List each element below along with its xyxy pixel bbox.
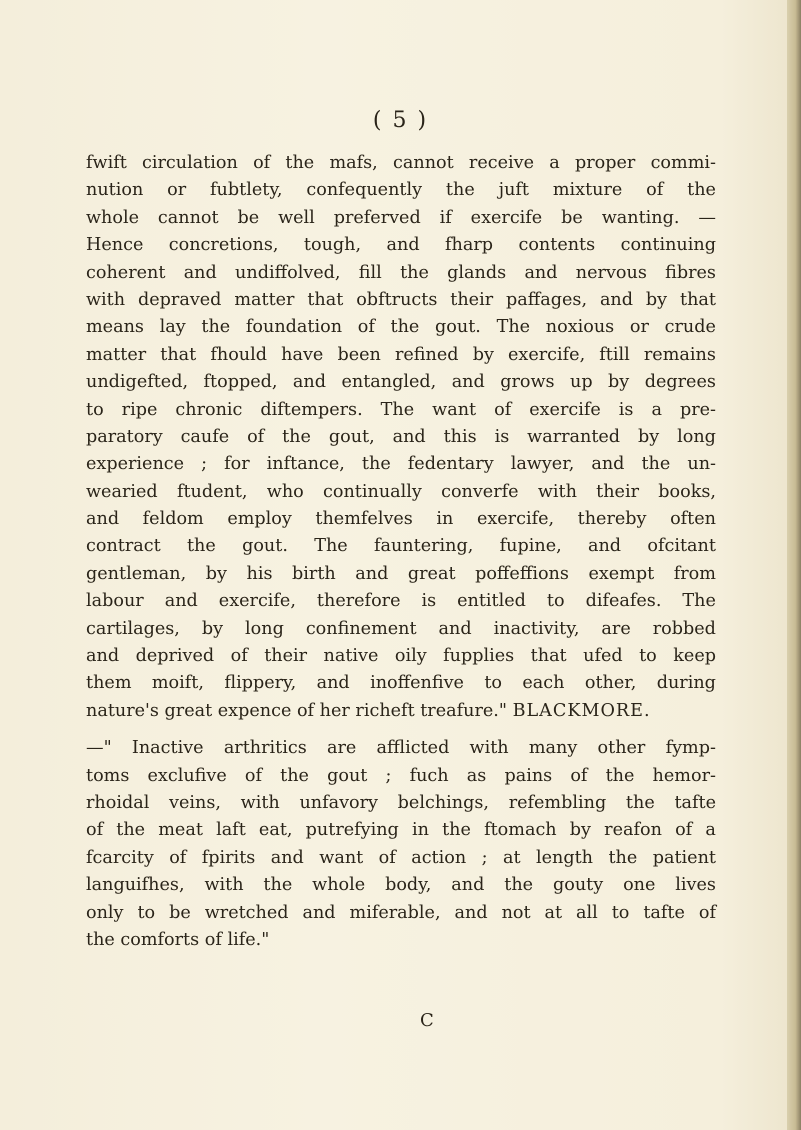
- text-line: labour and exercife, therefore is entitled to difeafes. The: [86, 591, 716, 612]
- text-line: undigefted, ftopped, and entangled, and grows up by degrees: [86, 372, 716, 393]
- text-line: cartilages, by long confinement and inactivity, are robbed: [86, 618, 716, 639]
- text-line: experience ; for inftance, the fedentary lawyer, and the un-: [86, 454, 716, 475]
- text-line: with depraved matter that obftructs their paffages, and by that: [86, 289, 716, 310]
- text-line: rhoidal veins, with unfavory belchings, refembling the tafte: [86, 792, 716, 813]
- text-line: wearied ftudent, who continually converfe with their books,: [86, 481, 716, 502]
- text-line: languifhes, with the whole body, and the gouty one lives: [86, 875, 716, 896]
- text-line: fcarcity of fpirits and want of action ; at length the patient: [86, 847, 716, 868]
- text-line: whole cannot be well preferved if exercife be wanting. —: [86, 207, 716, 228]
- text-line: contract the gout. The fauntering, fupine, and ofcitant: [86, 536, 716, 557]
- catchword: C: [420, 1010, 434, 1031]
- text-line: only to be wretched and miferable, and not at all to tafte of: [86, 902, 716, 923]
- text-line: them moift, flippery, and inoffenfive to each other, during: [86, 673, 716, 694]
- text-line: nature's great expence of her richeft treafure." BLACKMORE.: [86, 700, 651, 721]
- page-edge: [787, 0, 801, 1130]
- text-line: and feldom employ themfelves in exercife, thereby often: [86, 509, 716, 530]
- text-line: Hence concretions, tough, and fharp contents continuing: [86, 235, 716, 256]
- page-number: ( 5 ): [372, 108, 429, 133]
- text-line: paratory caufe of the gout, and this is warranted by long: [86, 426, 716, 447]
- page-body: [86, 150, 716, 954]
- text-line: fwift circulation of the mafs, cannot receive a proper commi-: [86, 153, 716, 173]
- text-line: coherent and undiffolved, fill the glands and nervous fibres: [86, 262, 716, 283]
- text-line: and deprived of their native oily fupplies that ufed to keep: [86, 646, 716, 667]
- text-line: means lay the foundation of the gout. The noxious or crude: [86, 317, 716, 338]
- text-line: —" Inactive arthritics are afflicted with many other fymp-: [86, 738, 716, 759]
- text-line: to ripe chronic diftempers. The want of exercife is a pre-: [86, 399, 716, 420]
- text-line: toms exclufive of the gout ; fuch as pains of the hemor-: [86, 765, 716, 786]
- text-line: of the meat laft eat, putrefying in the ftomach by reafon of a: [86, 820, 716, 841]
- text-line: the comforts of life.": [86, 929, 270, 950]
- paragraph-1: [86, 150, 716, 725]
- paragraph-2: [86, 735, 716, 954]
- text-line: gentleman, by his birth and great poffeffions exempt from: [86, 563, 716, 584]
- text-line: nution or fubtlety, confequently the juft mixture of the: [86, 180, 716, 201]
- text-line: matter that fhould have been refined by exercife, ftill remains: [86, 344, 716, 365]
